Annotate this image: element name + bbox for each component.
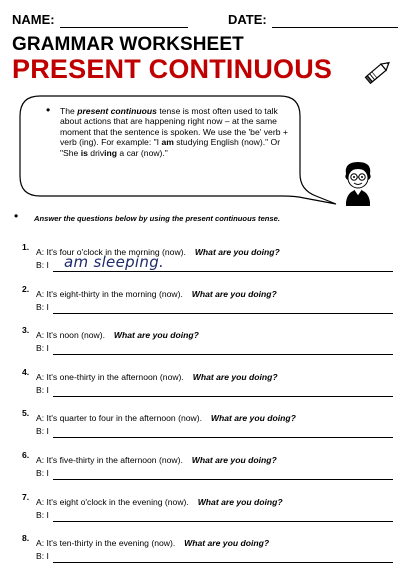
date-label: DATE:: [228, 12, 267, 27]
answer-label: B: I: [36, 343, 49, 353]
worksheet-title: GRAMMAR WORKSHEET: [12, 34, 244, 55]
answer-label: B: I: [36, 302, 49, 312]
question-number: 7.: [22, 492, 30, 502]
answer-line[interactable]: [53, 478, 393, 480]
name-label: NAME:: [12, 12, 55, 27]
question-text: A: It's noon (now).: [36, 330, 105, 340]
answer-line[interactable]: [53, 520, 393, 522]
question-text: A: It's one-thirty in the afternoon (now).: [36, 372, 184, 382]
answer-line[interactable]: [53, 561, 393, 563]
topic-title: PRESENT CONTINUOUS: [12, 54, 333, 84]
question-prompt: [36, 325, 199, 343]
question-ask: What are you doing?: [197, 497, 283, 507]
question-number: 8.: [22, 533, 30, 543]
answer-line[interactable]: [53, 395, 393, 397]
instructions-bullet: •: [14, 209, 19, 223]
question-text: A: It's five-thirty in the afternoon (now).: [36, 455, 183, 465]
student-cartoon-icon: [340, 160, 376, 208]
question-number: 3.: [22, 325, 30, 335]
question-number: 1.: [22, 242, 30, 252]
question-ask: What are you doing?: [113, 330, 199, 340]
question-ask: What are you doing?: [184, 538, 270, 548]
question-number: 5.: [22, 408, 30, 418]
answer-label: B: I: [36, 468, 49, 478]
explanation-bullet: •: [46, 103, 51, 117]
example-answer: am sleeping.: [64, 253, 165, 271]
question-text: A: It's eight o'clock in the evening (now).: [36, 497, 189, 507]
question-prompt: [36, 408, 296, 426]
answer-label: B: I: [36, 385, 49, 395]
question-text: A: It's four o'clock in the morning (now).: [36, 247, 186, 257]
question-number: 4.: [22, 367, 30, 377]
question-prompt: [36, 450, 277, 468]
answer-label: B: I: [36, 551, 49, 561]
question-prompt: [36, 284, 277, 302]
instructions: Answer the questions below by using the present continuous tense.: [34, 214, 280, 223]
question-number: 2.: [22, 284, 30, 294]
explanation-text: The present continuous tense is most often used to talk about actions that are happening right now – at the same moment that the sentence is spoken. We use the 'be' verb + verb (ing). For example: "I am studying English (now)." Or "She is driving a car (now).": [60, 106, 288, 158]
question-ask: What are you doing?: [191, 455, 277, 465]
question-prompt: [36, 367, 278, 385]
question-prompt: [36, 492, 283, 510]
question-text: A: It's eight-thirty in the morning (now).: [36, 289, 183, 299]
question-text: A: It's quarter to four in the afternoon (now).: [36, 413, 202, 423]
question-ask: What are you doing?: [194, 247, 280, 257]
answer-line[interactable]: [53, 436, 393, 438]
answer-label: B: I: [36, 260, 49, 270]
answer-label: B: I: [36, 426, 49, 436]
question-text: A: It's ten-thirty in the evening (now).: [36, 538, 176, 548]
question-ask: What are you doing?: [191, 289, 277, 299]
question-ask: What are you doing?: [210, 413, 296, 423]
question-ask: What are you doing?: [192, 372, 278, 382]
answer-line[interactable]: [53, 353, 393, 355]
question-number: 6.: [22, 450, 30, 460]
question-prompt: [36, 533, 269, 551]
answer-line[interactable]: [53, 312, 393, 314]
answer-label: B: I: [36, 510, 49, 520]
